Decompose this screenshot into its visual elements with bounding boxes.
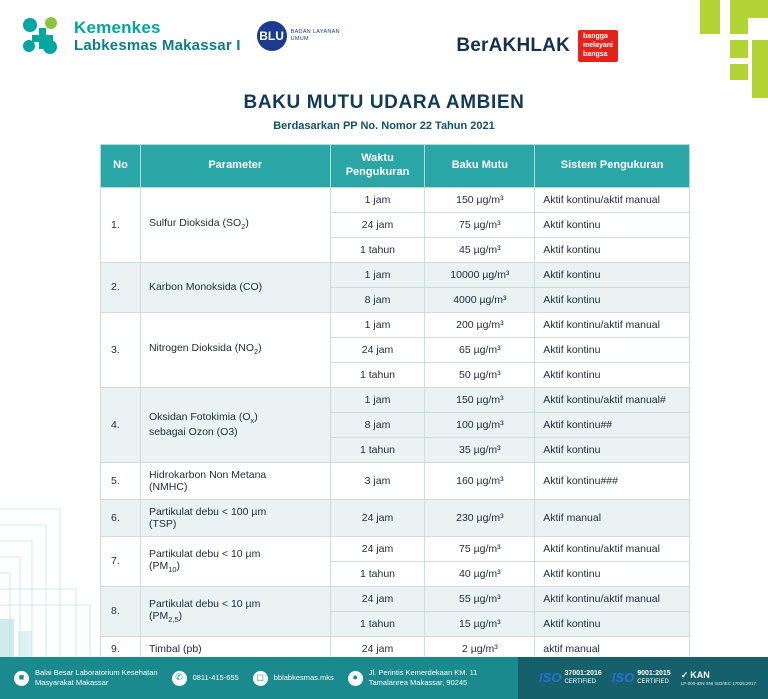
cell-sistem-pengukuran: Aktif kontinu [535, 262, 690, 287]
footer-left [0, 657, 518, 699]
cell-sistem-pengukuran: Aktif manual [535, 499, 690, 536]
footer-phone[interactable] [172, 671, 239, 686]
cell-sistem-pengukuran: Aktif kontinu/aktif manual [535, 536, 690, 561]
cell-waktu-pengukuran: 1 jam [330, 262, 425, 287]
cell-baku-mutu: 75 µg/m³ [425, 536, 535, 561]
cell-baku-mutu: 35 µg/m³ [425, 437, 535, 462]
cell-waktu-pengukuran: 24 jam [330, 586, 425, 611]
cell-parameter: Oksidan Fotokimia $(O_x)$ sebagai Ozon (O3) [140, 387, 330, 462]
cell-waktu-pengukuran: 1 tahun [330, 362, 425, 387]
footer-org-line2: Masyarakat Makassar [35, 678, 109, 687]
iso2-standard: 9001:2015 [637, 670, 671, 678]
table-row [101, 187, 690, 212]
footer-address [348, 668, 478, 688]
bangga-line-1: bangga [583, 33, 608, 40]
brand-line-2: Labkesmas Makassar I [74, 37, 241, 55]
cell-no: 6. [101, 499, 141, 536]
table-row [101, 262, 690, 287]
footer-address-line2: Tamalanrea Makassar, 90245 [368, 678, 468, 687]
cell-sistem-pengukuran: Aktif kontinu [535, 362, 690, 387]
berakhlak-logo [456, 30, 618, 62]
cell-baku-mutu: 40 µg/m³ [425, 561, 535, 586]
cell-no: 3. [101, 312, 141, 387]
footer-org-line1: Balai Besar Laboratorium Kesehatan [35, 668, 158, 678]
cell-sistem-pengukuran: Aktif kontinu [535, 611, 690, 636]
footer-address-line1: Jl. Perintis Kemerdekaan KM. 11 [368, 668, 478, 678]
cell-sistem-pengukuran: Aktif kontinu/aktif manual [535, 312, 690, 337]
cell-parameter: Partikulat debu < 10 µm $(PM_{10})$ [140, 536, 330, 586]
page-title: BAKU MUTU UDARA AMBIEN [243, 92, 525, 113]
cell-baku-mutu: 65 µg/m³ [425, 337, 535, 362]
cell-parameter: Partikulat debu < 100 µm (TSP) [140, 499, 330, 536]
col-header-baku-mutu: Baku Mutu [425, 145, 535, 188]
col-header-sistem: Sistem Pengukuran [535, 145, 690, 188]
kan-badge [681, 670, 756, 686]
cell-parameter: Nitrogen Dioksida $(NO_2)$ [140, 312, 330, 387]
footer-org [14, 668, 158, 688]
cell-sistem-pengukuran: Aktif kontinu/aktif manual [535, 586, 690, 611]
instagram-icon: ◻ [253, 671, 268, 686]
cell-sistem-pengukuran: Aktif kontinu/aktif manual# [535, 387, 690, 412]
iso-icon-2: ISO [611, 670, 635, 686]
cell-baku-mutu: 45 µg/m³ [425, 237, 535, 262]
cell-sistem-pengukuran: Aktif kontinu [535, 561, 690, 586]
blu-sublabel: BADAN LAYANAN UMUM [290, 28, 340, 42]
iso1-label: CERTIFIED [564, 678, 596, 685]
page-subtitle: Berdasarkan PP No. Nomor 22 Tahun 2021 [273, 120, 495, 132]
table-row [101, 312, 690, 337]
cell-sistem-pengukuran: Aktif kontinu [535, 237, 690, 262]
cell-sistem-pengukuran: Aktif kontinu [535, 437, 690, 462]
cell-sistem-pengukuran: Aktif kontinu/aktif manual [535, 187, 690, 212]
cell-sistem-pengukuran: Aktif kontinu## [535, 412, 690, 437]
kan-check-icon: ✓ [680, 669, 689, 680]
cell-no: 7. [101, 536, 141, 586]
blu-label: BLU [257, 21, 287, 51]
iso-icon-1: ISO [539, 670, 562, 686]
footer-right [518, 657, 768, 699]
col-header-no: No [101, 145, 141, 188]
col-header-waktu: Waktu Pengukuran [330, 145, 425, 188]
cell-baku-mutu: 150 µg/m³ [425, 187, 535, 212]
cell-baku-mutu: 230 µg/m³ [425, 499, 535, 536]
cell-waktu-pengukuran: 24 jam [330, 337, 425, 362]
cell-no: 9. [101, 636, 141, 661]
table-body [101, 187, 690, 661]
cell-no: 8. [101, 586, 141, 636]
table-row [101, 586, 690, 611]
cell-waktu-pengukuran: 1 jam [330, 387, 425, 412]
standards-table-wrap [100, 144, 690, 662]
col-header-parameter: Parameter [140, 145, 330, 188]
bangga-line-2: melayani [583, 41, 613, 49]
cell-parameter: Hidrokarbon Non Metana (NMHC) [140, 462, 330, 499]
iso2-label: CERTIFIED [637, 678, 669, 685]
cell-waktu-pengukuran: 8 jam [330, 412, 425, 437]
cell-sistem-pengukuran: Aktif kontinu [535, 337, 690, 362]
footer-instagram-text: bblabkesmas.mks [273, 673, 334, 683]
table-row [101, 536, 690, 561]
footer-phone-text: 0811-415-655 [192, 673, 239, 683]
table-header-row [101, 145, 690, 188]
cell-baku-mutu: 55 µg/m³ [425, 586, 535, 611]
berakhlak-text: BerAKHLAK [456, 35, 571, 57]
cell-baku-mutu: 200 µg/m³ [425, 312, 535, 337]
kan-sub-text: LP-000-IDN SNI ISO/IEC 17025:2017 [680, 680, 756, 686]
cell-waktu-pengukuran: 24 jam [330, 636, 425, 661]
cell-waktu-pengukuran: 1 jam [330, 187, 425, 212]
cell-waktu-pengukuran: 8 jam [330, 287, 425, 312]
cell-baku-mutu: 75 µg/m³ [425, 212, 535, 237]
cell-baku-mutu: 50 µg/m³ [425, 362, 535, 387]
cell-waktu-pengukuran: 24 jam [330, 536, 425, 561]
cell-baku-mutu: 4000 µg/m³ [425, 287, 535, 312]
cell-no: 4. [101, 387, 141, 462]
brand-header [20, 14, 343, 58]
cell-waktu-pengukuran: 1 tahun [330, 611, 425, 636]
location-pin-icon: ● [348, 671, 363, 686]
whatsapp-icon: ✆ [172, 671, 187, 686]
cell-baku-mutu: 160 µg/m³ [425, 462, 535, 499]
cell-parameter: Timbal (pb) [140, 636, 330, 661]
cell-sistem-pengukuran: Aktif kontinu### [535, 462, 690, 499]
cell-no: 1. [101, 187, 141, 262]
cell-sistem-pengukuran: aktif manual [535, 636, 690, 661]
blu-badge [257, 21, 343, 51]
cell-waktu-pengukuran: 1 jam [330, 312, 425, 337]
cell-baku-mutu: 15 µg/m³ [425, 611, 535, 636]
iso-37001-badge [539, 670, 602, 686]
cell-waktu-pengukuran: 3 jam [330, 462, 425, 499]
kemenkes-logo-icon [20, 14, 64, 58]
iso-9001-badge [612, 670, 671, 686]
cell-parameter: Sulfur Dioksida $(SO_2)$ [140, 187, 330, 262]
cell-waktu-pengukuran: 1 tahun [330, 437, 425, 462]
cell-sistem-pengukuran: Aktif kontinu [535, 212, 690, 237]
footer-instagram[interactable] [253, 671, 334, 686]
cell-no: 2. [101, 262, 141, 312]
cell-sistem-pengukuran: Aktif kontinu [535, 287, 690, 312]
cell-waktu-pengukuran: 1 tahun [330, 237, 425, 262]
ambient-air-quality-table [100, 144, 690, 662]
table-row [101, 462, 690, 499]
cell-baku-mutu: 10000 µg/m³ [425, 262, 535, 287]
building-icon: ■ [14, 671, 29, 686]
brand-line-1: Kemenkes [74, 17, 161, 37]
cell-no: 5. [101, 462, 141, 499]
bangga-melayani-bangsa-badge [578, 30, 618, 62]
bangga-line-3: bangsa [583, 50, 608, 58]
cell-waktu-pengukuran: 24 jam [330, 499, 425, 536]
table-row [101, 387, 690, 412]
iso1-standard: 37001:2016 [564, 670, 602, 678]
kan-text: KAN [690, 670, 710, 681]
cell-parameter: Partikulat debu < 10 µm $(PM_{2,5})$ [140, 586, 330, 636]
cell-waktu-pengukuran: 24 jam [330, 212, 425, 237]
cell-baku-mutu: 2 µg/m³ [425, 636, 535, 661]
page-footer [0, 657, 768, 699]
cell-parameter: Karbon Monoksida (CO) [140, 262, 330, 312]
table-row [101, 499, 690, 536]
decor-topright [638, 0, 768, 100]
cell-waktu-pengukuran: 1 tahun [330, 561, 425, 586]
cell-baku-mutu: 100 µg/m³ [425, 412, 535, 437]
cell-baku-mutu: 150 µg/m³ [425, 387, 535, 412]
